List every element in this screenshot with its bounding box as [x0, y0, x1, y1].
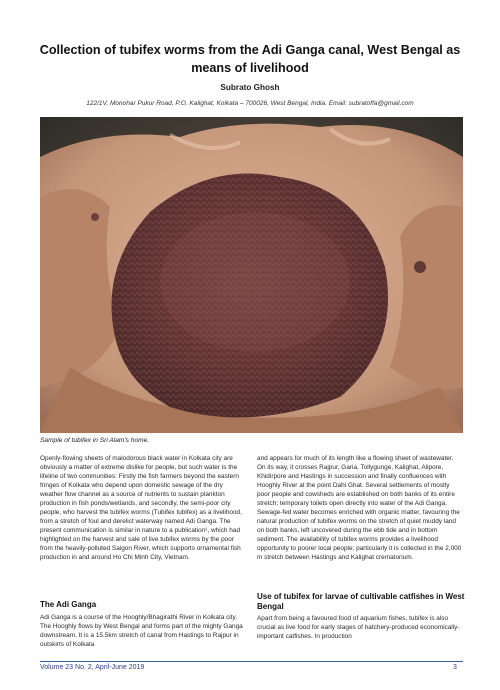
tubifex-photo-graphic	[40, 117, 463, 433]
author-affiliation: 122/1V, Monohar Pukur Road, P.O. Kalighat, Kolkata – 700026, West Bengal, India. Email: subratoffa@gmail.com	[86, 100, 414, 107]
catfish-paragraph: Apart from being a favoured food of aquarium fishes, tubifex is also crucial as live food for early stages of hatchery-produced economically-important catfishes. In production	[257, 615, 460, 640]
intro-text: Openly-flowing sheets of malodorous black water in Kolkata city are obviously a matter of extreme dislike for people, but such water is the lifeline of two communities: Firstly the fish farmers beyond the eastern fringes of Kolkata who depend upon domestic sewage of the dry weather flow channel as a source of nutrients to sustain plankton production in fish ponds/wetlands, and secondly, the semi-poor city people, who harvest the tubifex worms (Tubifex tubifex) as a livelihood, from a stretch of foul and derelict waterway named Adi Ganga. The present communication is similar in nature to a publication¹, which had highlighted on the harvest and sale of live tubifex worms by the poor from the heavily-polluted Saigon River, which supports ornamental fish production in and around Ho Chi Minh City, Vietnam.	[40, 455, 242, 561]
section-heading-catfish: Use of tubifex for larvae of cultivable catfishes in West Bengal	[257, 592, 465, 611]
right-column-text: and appears for much of its length like a flowing sheet of wastewater. On its way, it crosses Rajpur, Garia, Tollygunge, Kalighat, Alipore, Khidirpore and Hastings in succession and finally confluences with Hooghly River at the point Dahi Ghat. Several settlements of mostly poor people and cowsheds are established on both banks of its entire stretch; temporary toilets open directly into water of the Adi Ganga. Sewage-fed water becomes enriched with organic matter, favouring the natural production of tubifex worms on the stretch of quiet muddy land on both banks, left uncovered during the ebb tide and in bottom sediment. The availability of tubifex worms provides a livelihood opportunity to poorer local people; particularly it is collected in the 2,000 m stretch between Hastings and Kalighat crematorium.	[257, 455, 462, 561]
article-title: Collection of tubifex worms from the Adi Ganga canal, West Bengal as means of livelihood	[39, 43, 461, 75]
tubifex-photo	[40, 117, 463, 433]
right-column-paragraph	[257, 454, 463, 562]
author-name: Subrato Ghosh	[220, 83, 280, 92]
page-number: 3	[453, 664, 457, 671]
footer-issue: Volume 23 No. 2, April-June 2019	[40, 664, 145, 671]
intro-paragraph	[40, 454, 246, 562]
adi-ganga-paragraph: Adi Ganga is a course of the Hooghly/Bhagirathi River in Kolkata city. The Hooghly flows by West Bengal and forms part of the mighty Ganga downstream. It is a 15.5km stretch of canal from Hastings to Rajpur in outskirts of Kolkata	[40, 614, 243, 648]
footer-rule	[40, 661, 463, 662]
section-heading-adi-ganga: The Adi Ganga	[40, 600, 97, 609]
figure-caption: Sample of tubifex in Sri Alam's home.	[40, 437, 150, 444]
